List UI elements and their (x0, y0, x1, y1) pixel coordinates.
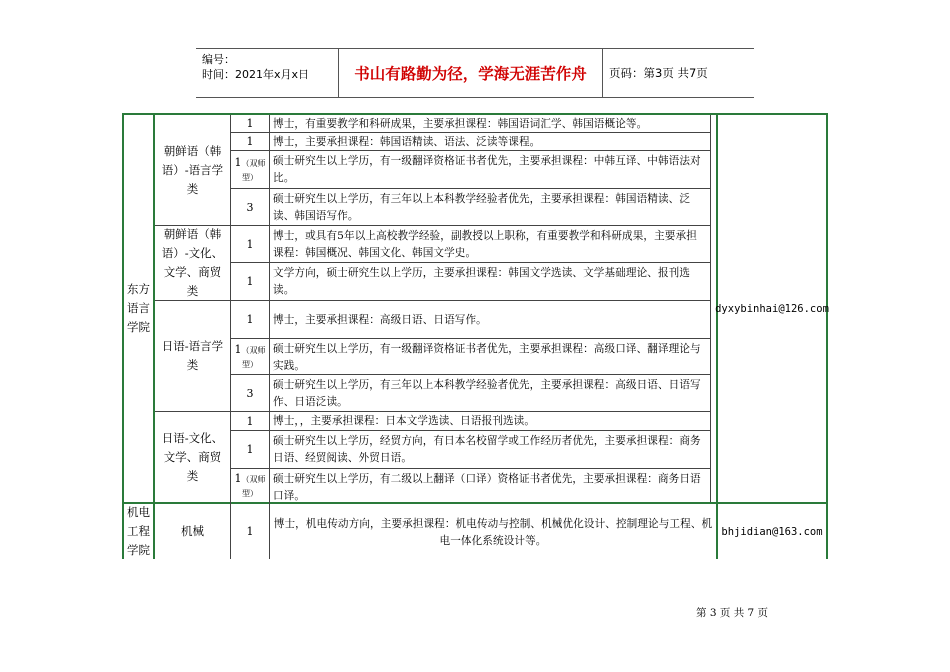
requirement-text: 硕士研究生以上学历，有三年以上本科教学经验者优先，主要承担课程：高级日语、日语写作、日语泛读。 (273, 379, 701, 408)
header-motto: 书山有路勤为径，学海无涯苦作舟 (339, 49, 603, 97)
headcount: 1（双师型） (234, 471, 266, 498)
major-name: 机械 (181, 524, 204, 538)
header-page-number: 页码：第3页 共7页 (609, 66, 708, 80)
college-name: 东方语言学院 (127, 282, 150, 334)
header-meta (196, 49, 339, 97)
requirement-text: 文学方向，硕士研究生以上学历，主要承担课程：韩国文学选读、文学基础理论、报刊选读。 (273, 267, 691, 296)
requirement-text: 博士，或具有5年以上高校教学经验，副教授以上职称，有重要教学和科研成果，主要承担课程：韩国概况、韩国文化、韩国文学史。 (273, 230, 697, 259)
requirement-text: 博士，，主要承担课程：日本文学选读、日语报刊选读。 (273, 415, 536, 427)
college-name: 机电工程学院 (127, 505, 150, 557)
headcount: 3 (246, 386, 254, 400)
headcount: 1（双师型） (234, 342, 266, 369)
contact-email: dyxybinhai@126.com (715, 302, 829, 315)
headcount: 1 (246, 237, 254, 251)
page-header (196, 48, 754, 98)
headcount: 1 (246, 313, 254, 326)
document-number: 编号： (202, 53, 235, 66)
headcount: 1 (246, 414, 254, 428)
requirement-text: 硕士研究生以上学历，有一级翻译资格证书者优先，主要承担课程：中韩互译、中韩语法对比。 (273, 155, 701, 184)
headcount: 1（双师型） (234, 155, 266, 182)
contact-email: bhjidian@163.com (721, 525, 823, 538)
requirement-text: 硕士研究生以上学历，有一级翻译资格证书者优先，主要承担课程：高级口译、翻译理论与实践。 (273, 343, 701, 372)
headcount: 1 (246, 117, 254, 130)
divider (710, 115, 711, 502)
requirement-text: 硕士研究生以上学历，有三年以上本科教学经验者优先，主要承担课程：韩国语精读、泛读、韩国语写作。 (273, 193, 691, 222)
headcount: 1 (246, 135, 254, 148)
requirement-text: 硕士研究生以上学历，有二级以上翻译（口译）资格证书者优先，主要承担课程：商务日语口译。 (273, 473, 701, 502)
major-name: 日语-语言学类 (161, 339, 224, 372)
headcount: 1 (246, 443, 254, 456)
major-name: 日语-文化、文学、商贸类 (161, 430, 224, 483)
requirement-text: 博士，有重要教学和科研成果，主要承担课程：韩国语词汇学、韩国语概论等。 (273, 118, 648, 130)
major-name: 朝鲜语（韩语）-文化、文学、商贸类 (161, 227, 224, 298)
requirement-text: 博士，机电传动方向，主要承担课程：机电传动与控制、机械优化设计、控制理论与工程、机电一体化系统设计等。 (273, 517, 713, 547)
requirement-text: 博士，主要承担课程：高级日语、日语写作。 (273, 314, 487, 326)
page-footer: 第 3 页 共 7 页 (696, 607, 769, 619)
headcount: 3 (246, 200, 254, 214)
headcount: 1 (246, 525, 254, 538)
major-name: 朝鲜语（韩语）-语言学类 (161, 143, 224, 196)
headcount: 1 (246, 275, 254, 288)
requirement-text: 硕士研究生以上学历，经贸方向，有日本名校留学或工作经历者优先，主要承担课程：商务日语、经贸阅读、外贸日语。 (273, 435, 701, 464)
document-time: 时间：2021年x月x日 (202, 68, 310, 81)
requirement-text: 博士，主要承担课程：韩国语精读、语法、泛读等课程。 (273, 136, 541, 148)
